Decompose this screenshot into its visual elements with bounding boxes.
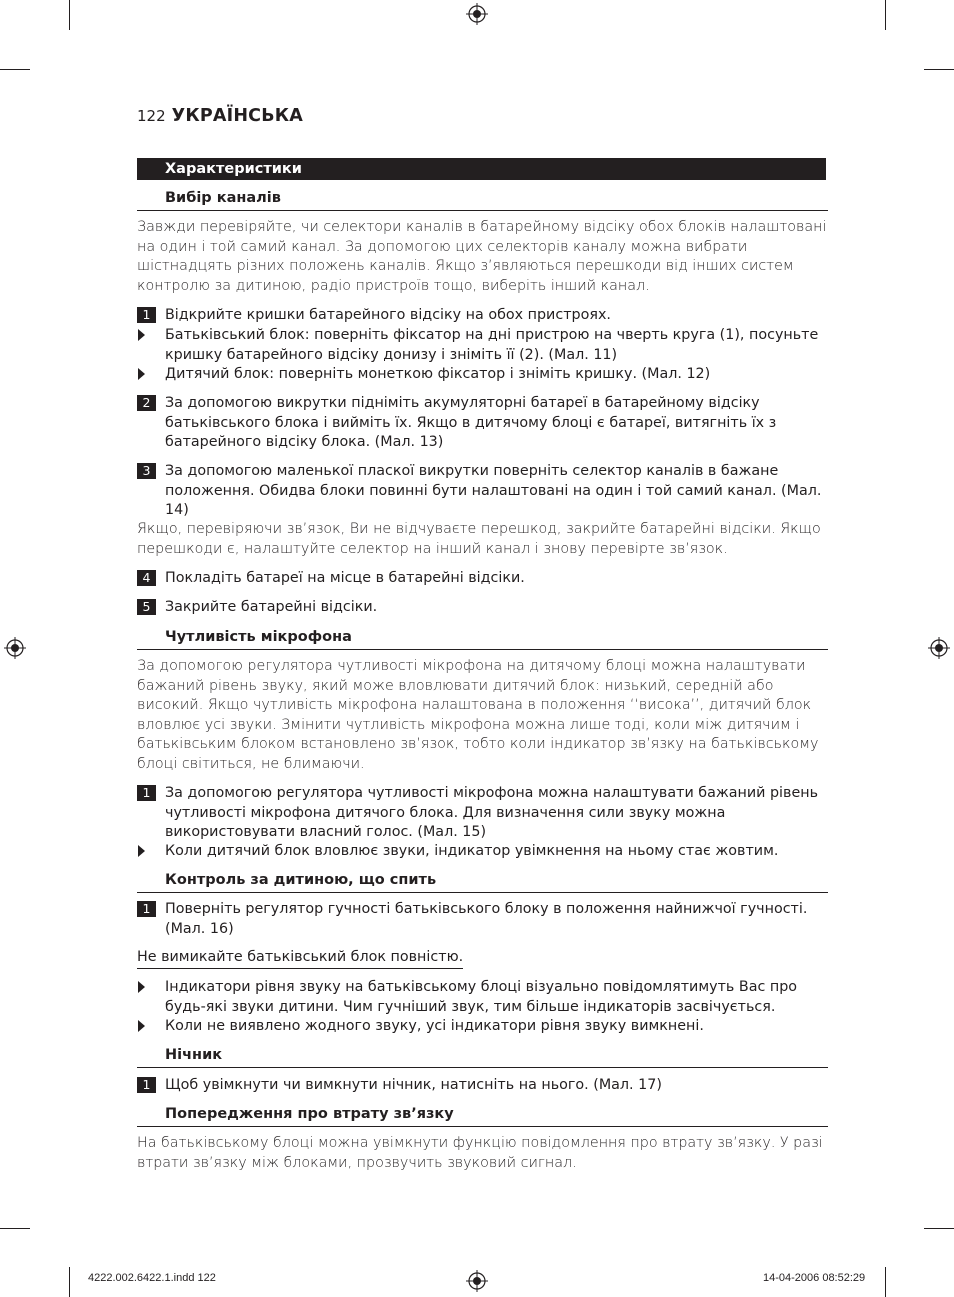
step-number: 4 [137, 570, 156, 586]
bullet-item [137, 978, 837, 1017]
bullet-text: Коли не виявлено жодного звуку, усі індикатори рівня звуку вимкнені. [165, 1018, 704, 1034]
section-title: Характеристики [137, 158, 826, 180]
step-text: Закрийте батарейні відсіки. [165, 599, 378, 615]
step-text: За допомогою маленької пласкої викрутки поверніть селектор каналів в бажане положення. Обидва блоки повинні бути налаштовані на один і той самий канал. (Мал. 14) [165, 463, 822, 518]
bullet-text: Коли дитячий блок вловлює звуки, індикатор увімкнення на ньому стає жовтим. [165, 843, 779, 859]
subheading-monitoring: Контроль за дитиною, що спить [137, 871, 828, 893]
paragraph-channels-note: Якщо, перевіряючи зв’язок, Ви не відчуваєте перешкод, закрийте батарейні відсіки. Якщо перешкоди є, налаштуйте селектор на інший канал і знову перевірте зв’язок. [137, 521, 821, 557]
step-text: Відкрийте кришки батарейного відсіку на обох пристроях. [165, 307, 611, 323]
step-number: 2 [137, 395, 156, 411]
crop-mark [0, 1228, 30, 1229]
subheading-microphone: Чутливість мікрофона [137, 628, 828, 650]
registration-mark-icon [466, 3, 488, 25]
step-number: 1 [137, 901, 156, 917]
subheading-channels: Вибір каналів [137, 189, 828, 211]
crop-mark [885, 1267, 886, 1297]
step-number: 1 [137, 307, 156, 323]
step-item [137, 394, 837, 453]
step-text: За допомогою викрутки підніміть акумуляторні батареї в батарейному відсіку батьківського блока і вийміть їх. Якщо в дитячому блоці є батареї, витягніть їх з батарейного відсіку блока. (Мал. 13) [165, 395, 777, 450]
step-number: 1 [137, 785, 156, 801]
bullet-item [137, 842, 837, 862]
step-item [137, 784, 837, 843]
step-text: За допомогою регулятора чутливості мікрофона можна налаштувати бажаний рівень чутливості мікрофона дитячого блока. Для визначення сили звуку можна використовувати власний голос. (Мал. 15) [165, 785, 819, 840]
step-item [137, 306, 837, 326]
crop-mark [69, 0, 70, 30]
step-number: 1 [137, 1077, 156, 1093]
step-item [137, 1076, 837, 1096]
crop-mark [924, 69, 954, 70]
bullet-item [137, 365, 837, 385]
bullet-icon [138, 1020, 145, 1032]
step-item [137, 569, 837, 589]
registration-mark-icon [4, 637, 26, 659]
bullet-icon [138, 368, 145, 380]
warning-note: Не вимикайте батьківський блок повністю. [137, 948, 463, 969]
step-number: 3 [137, 463, 156, 479]
step-text: Покладіть батареї на місце в батарейні відсіки. [165, 570, 525, 586]
paragraph-outofrange-intro: На батьківському блоці можна увімкнути функцію повідомлення про втрату зв’язку. У разі втрати зв’язку між блоками, прозвучить звуковий сигнал. [137, 1135, 823, 1171]
bullet-item [137, 1017, 837, 1037]
crop-mark [885, 0, 886, 30]
paragraph-channels-intro: Завжди перевіряйте, чи селектори каналів в батарейному відсіку обох блоків налаштовані на один і той самий канал. За допомогою цих селекторів каналу можна вибрати шістнадцять різних положень каналів. Якщо з’являються перешкоди від інших систем контролю за дитиною, радіо пристроїв тощо, виберіть інший канал. [137, 219, 827, 294]
bullet-text: Індикатори рівня звуку на батьківському блоці візуально повідомлятимуть Вас про будь-які звуки дитини. Чим гучніший звук, тим більше індикаторів засвічується. [165, 979, 798, 1015]
bullet-icon [138, 981, 145, 993]
step-text: Поверніть регулятор гучності батьківського блоку в положення найнижчої гучності. (Мал. 16) [165, 901, 808, 937]
bullet-icon [138, 329, 145, 341]
step-item [137, 900, 837, 939]
page-header [137, 106, 303, 126]
bullet-icon [138, 845, 145, 857]
page-number: 122 [137, 107, 166, 125]
registration-mark-icon [928, 637, 950, 659]
bullet-text: Дитячий блок: поверніть монеткою фіксатор і зніміть кришку. (Мал. 12) [165, 366, 711, 382]
crop-mark [69, 1267, 70, 1297]
step-item [137, 462, 837, 521]
page-language: УКРАЇНСЬКА [171, 106, 303, 126]
crop-mark [924, 1228, 954, 1229]
bullet-item [137, 326, 837, 365]
paragraph-microphone-intro: За допомогою регулятора чутливості мікрофона на дитячому блоці можна налаштувати бажаний рівень звуку, який може вловлювати дитячий блок: низький, середній або високий. Якщо чутливість мікрофона налаштована в положення ‘‘висока’’, дитячий блок вловлює усі звуки. Змінити чутливість мікрофона можна лише тоді, коли між дитячим і батьківським блоком встановлено зв’язок, тобто коли індикатор зв’язку на батьківському блоці світиться, не блимаючи. [137, 658, 819, 772]
bullet-text: Батьківський блок: поверніть фіксатор на дні пристрою на чверть круга (1), посуньте кришку батарейного відсіку донизу і зніміть її (2). (Мал. 11) [165, 327, 819, 363]
step-number: 5 [137, 599, 156, 615]
footer-file: 4222.002.6422.1.indd 122 [88, 1272, 216, 1284]
crop-mark [0, 69, 30, 70]
registration-mark-icon [466, 1270, 488, 1292]
footer-timestamp: 14-04-2006 08:52:29 [763, 1272, 866, 1284]
subheading-outofrange: Попередження про втрату зв’язку [137, 1105, 828, 1127]
step-text: Щоб увімкнути чи вимкнути нічник, натисніть на нього. (Мал. 17) [165, 1077, 662, 1093]
subheading-nightlight: Нічник [137, 1046, 828, 1068]
step-item [137, 598, 837, 618]
